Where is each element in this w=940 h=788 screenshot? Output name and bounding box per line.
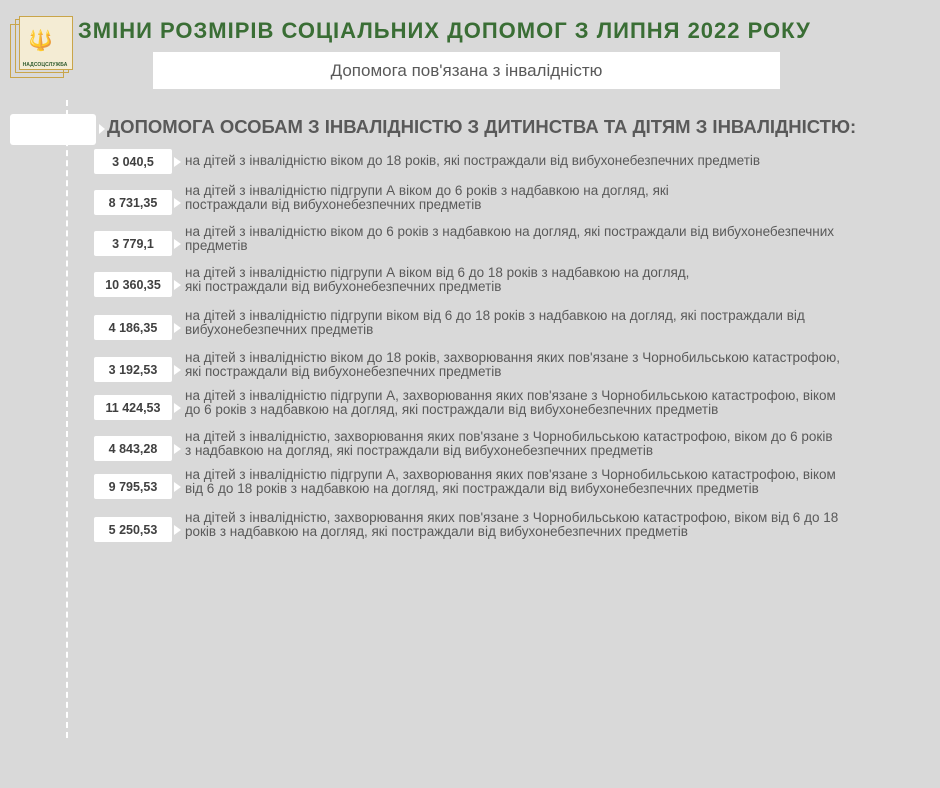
amount-badge xyxy=(94,474,172,499)
item-description xyxy=(185,468,915,496)
page-subtitle-text: Допомога пов'язана з інвалідністю xyxy=(330,60,603,80)
amount-value: 8 731,35 xyxy=(108,195,158,210)
amount-badge xyxy=(94,315,172,340)
amount-badge xyxy=(94,149,172,174)
pointer-arrow-icon xyxy=(174,403,181,413)
item-description-line: з надбавкою на догляд, які постраждали від вибухонебезпечних предметів xyxy=(185,443,654,458)
pointer-arrow-icon xyxy=(174,239,181,249)
item-description-line: на дітей з інвалідністю підгрупи А, захворювання яких пов'язане з Чорнобильською катастрофою, віком xyxy=(185,467,836,482)
item-description xyxy=(185,184,915,212)
item-description xyxy=(185,430,915,458)
item-description xyxy=(185,309,915,337)
item-description-line: на дітей з інвалідністю підгрупи А, захворювання яких пов'язане з Чорнобильською катастрофою, віком xyxy=(185,388,836,403)
item-description xyxy=(185,511,915,539)
amount-badge xyxy=(94,272,172,297)
item-description-line: предметів xyxy=(185,238,248,253)
item-description-line: на дітей з інвалідністю, захворювання яких пов'язане з Чорнобильською катастрофою, віком до 6 років xyxy=(185,429,833,444)
list-item xyxy=(94,308,924,355)
item-description-line: на дітей з інвалідністю підгрупи А віком від 6 до 18 років з надбавкою на догляд, xyxy=(185,265,690,280)
page-title: ЗМІНИ РОЗМІРІВ СОЦІАЛЬНИХ ДОПОМОГ З ЛИПНЯ 2022 РОКУ xyxy=(78,18,811,43)
trident-icon: 🔱 xyxy=(28,28,53,52)
item-description xyxy=(185,154,915,168)
list-item xyxy=(94,265,924,312)
item-description-line: які постраждали від вибухонебезпечних предметів xyxy=(185,279,502,294)
item-description xyxy=(185,351,915,379)
item-description-line: років з надбавкою на догляд, які постраждали від вибухонебезпечних предметів xyxy=(185,524,688,539)
amount-badge xyxy=(94,357,172,382)
item-description xyxy=(185,389,915,417)
amount-value: 4 843,28 xyxy=(108,441,158,456)
pointer-arrow-icon xyxy=(174,198,181,208)
amount-badge xyxy=(94,231,172,256)
page-subtitle xyxy=(153,52,780,89)
item-description-line: до 6 років з надбавкою на догляд, які постраждали від вибухонебезпечних предметів xyxy=(185,402,719,417)
list-item xyxy=(94,510,924,557)
amount-value: 11 424,53 xyxy=(105,400,161,415)
amount-badge xyxy=(94,395,172,420)
amount-value: 3 040,5 xyxy=(112,154,154,169)
logo-caption: НАДСОЦСЛУЖБА xyxy=(22,62,68,68)
pointer-arrow-icon xyxy=(174,482,181,492)
pointer-arrow-icon xyxy=(174,525,181,535)
amount-value: 10 360,35 xyxy=(105,277,161,292)
pointer-arrow-icon xyxy=(174,444,181,454)
amount-value: 3 779,1 xyxy=(112,236,154,251)
item-description-line: які постраждали від вибухонебезпечних предметів xyxy=(185,364,502,379)
amount-value: 9 795,53 xyxy=(108,479,158,494)
amount-value: 3 192,53 xyxy=(108,362,158,377)
item-description-line: на дітей з інвалідністю віком до 18 років, захворювання яких пов'язане з Чорнобильською катастрофою, xyxy=(185,350,841,365)
amount-value: 4 186,35 xyxy=(108,320,158,335)
item-description-line: на дітей з інвалідністю віком до 6 років з надбавкою на догляд, які постраждали від вибухонебезпечних xyxy=(185,224,835,239)
amount-badge xyxy=(94,436,172,461)
item-description-line: вибухонебезпечних предметів xyxy=(185,322,374,337)
item-description-line: на дітей з інвалідністю підгрупи віком від 6 до 18 років з надбавкою на догляд, які постраждали від xyxy=(185,308,805,323)
item-description-line: від 6 до 18 років з надбавкою на догляд, які постраждали від вибухонебезпечних предметів xyxy=(185,481,759,496)
list-item xyxy=(94,467,924,514)
section-marker-arrow-icon xyxy=(99,124,105,134)
amount-badge xyxy=(94,517,172,542)
item-description-line: на дітей з інвалідністю підгрупи А віком до 6 років з надбавкою на догляд, які xyxy=(185,183,669,198)
amount-value: 5 250,53 xyxy=(108,522,158,537)
logo xyxy=(10,16,72,78)
item-description-line: на дітей з інвалідністю, захворювання яких пов'язане з Чорнобильською катастрофою, віком від 6 до 18 xyxy=(185,510,839,525)
pointer-arrow-icon xyxy=(174,280,181,290)
amount-badge xyxy=(94,190,172,215)
item-description-line: постраждали від вибухонебезпечних предметів xyxy=(185,197,482,212)
item-description xyxy=(185,266,915,294)
item-description xyxy=(185,225,915,253)
item-description-line: на дітей з інвалідністю віком до 18 років, які постраждали від вибухонебезпечних предметів xyxy=(185,153,761,168)
section-marker xyxy=(10,114,96,145)
pointer-arrow-icon xyxy=(174,365,181,375)
pointer-arrow-icon xyxy=(174,157,181,167)
section-heading: ДОПОМОГА ОСОБАМ З ІНВАЛІДНІСТЮ З ДИТИНСТВА ТА ДІТЯМ З ІНВАЛІДНІСТЮ: xyxy=(107,116,857,137)
timeline-line xyxy=(66,100,68,738)
pointer-arrow-icon xyxy=(174,323,181,333)
